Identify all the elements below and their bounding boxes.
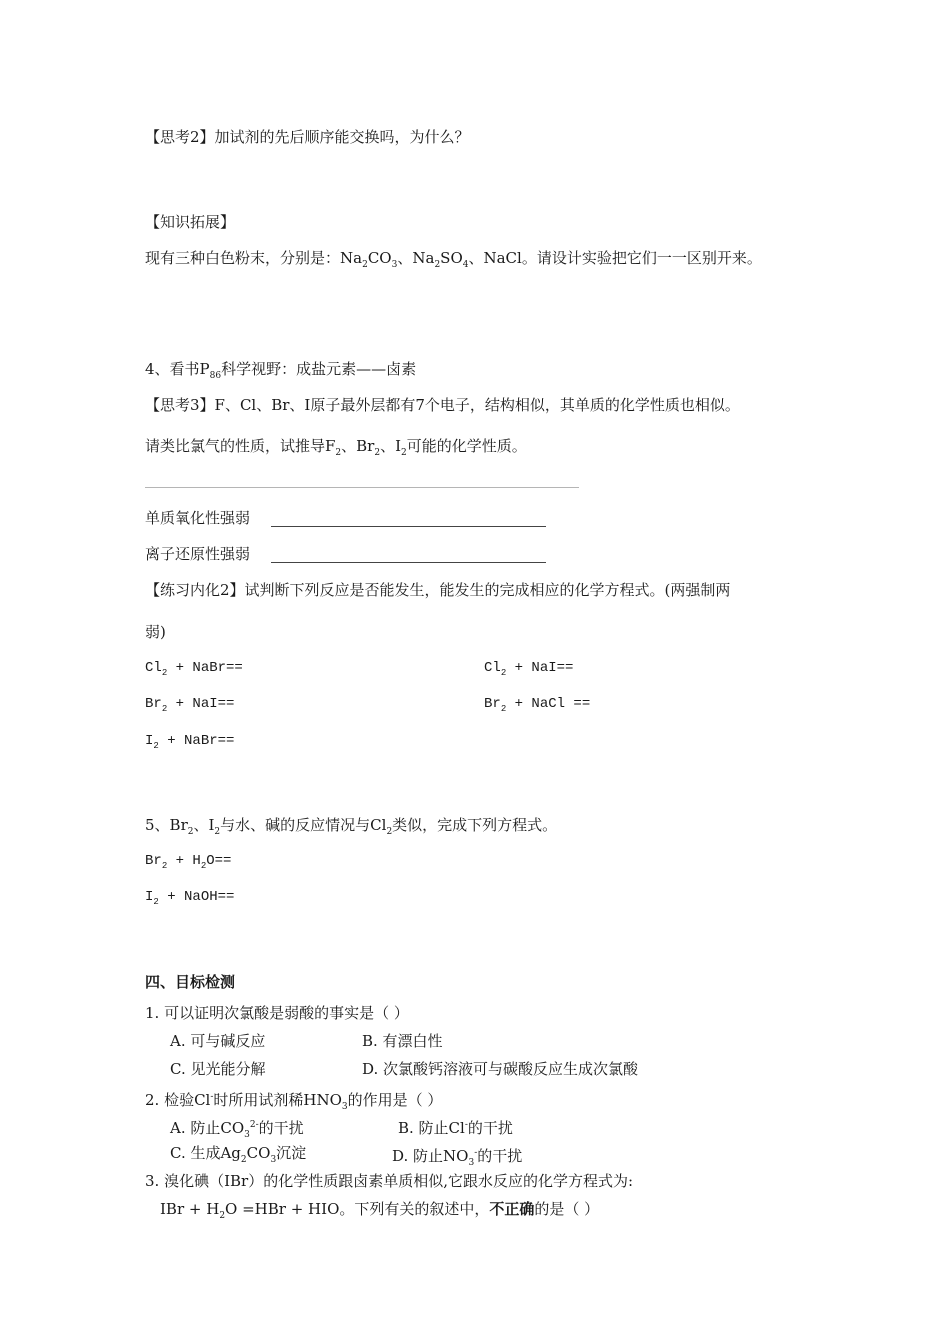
q1-stem: 1. 可以证明次氯酸是弱酸的事实是（ ） <box>145 1004 409 1022</box>
equation-cl2-nai: $Cl_2 + NaI==$ <box>484 660 574 678</box>
q2-option-d[interactable]: D. 防止$NO_3^-$的干扰 <box>392 1147 523 1168</box>
think2-question: 【思考2】加试剂的先后顺序能交换吗，为什么？ <box>145 128 470 146</box>
q3-stem: 3. 溴化碘（IBr）的化学性质跟卤素单质相似,它跟水反应的化学方程式为: <box>145 1172 634 1190</box>
q2-option-a[interactable]: A. 防止$CO_3^{2-}$的干扰 <box>170 1119 304 1140</box>
practice2-line2: 弱) <box>145 623 166 641</box>
section-four-heading: 四、目标检测 <box>145 973 236 991</box>
reduction-label: 离子还原性强弱 <box>145 545 251 563</box>
oxidation-blank[interactable] <box>271 510 546 527</box>
section-4-title: 4、看书$P_{86}$科学视野：成盐元素——卤素 <box>145 360 417 381</box>
reduction-blank[interactable] <box>271 546 546 563</box>
q3-equation: IBr + $H_2O =HBr$ + HIO。下列有关的叙述中，不正确的是（ ） <box>160 1200 600 1221</box>
q1-option-a[interactable]: A. 可与碱反应 <box>170 1032 266 1050</box>
equation-br2-nai: $Br_2 + NaI==$ <box>145 696 235 714</box>
knowledge-text: 现有三种白色粉末，分别是：$Na_2CO_3$、$Na_2SO_4$、NaCl。请设计实验把它们一一区别开来。 <box>145 249 762 270</box>
equation-cl2-nabr: $Cl_2$ + NaBr== <box>145 660 243 678</box>
oxidation-label: 单质氧化性强弱 <box>145 509 251 527</box>
think3-line1: 【思考3】F、Cl、Br、I原子最外层都有7个电子，结构相似，其单质的化学性质也相似。 <box>145 396 740 414</box>
q2-option-c[interactable]: C. 生成$Ag_2CO_3$沉淀 <box>170 1144 307 1165</box>
q2-stem: 2. 检验Cl-时所用试剂稀$HNO_3$的作用是（ ） <box>145 1091 443 1112</box>
not-correct-emphasis: 不正确 <box>489 1200 535 1218</box>
equation-br2-nacl: $Br_2$ + NaCl == <box>484 696 591 714</box>
equation-i2-nabr: $I_2$ + NaBr== <box>145 733 235 751</box>
q1-option-c[interactable]: C. 见光能分解 <box>170 1060 266 1078</box>
answer-line <box>145 487 579 488</box>
q2-option-b[interactable]: B. 防止Cl-的干扰 <box>398 1119 513 1137</box>
q1-option-d[interactable]: D. 次氯酸钙溶液可与碳酸反应生成次氯酸 <box>362 1060 639 1078</box>
equation-br2-h2o: $Br_2 + H_2O==$ <box>145 853 232 871</box>
knowledge-heading: 【知识拓展】 <box>145 213 236 231</box>
section-5-title: 5、$Br_2$、$I_2$与水、碱的反应情况与$Cl_2$类似，完成下列方程式。 <box>145 816 558 837</box>
practice2-line1: 【练习内化2】试判断下列反应是否能发生，能发生的完成相应的化学方程式。(两强制两 <box>145 581 731 599</box>
think3-line2: 请类比氯气的性质，试推导$F_2$、$Br_2$、$I_2$可能的化学性质。 <box>145 437 527 458</box>
equation-i2-naoh: $I_2$ + NaOH== <box>145 889 235 907</box>
q1-option-b[interactable]: B. 有漂白性 <box>362 1032 443 1050</box>
